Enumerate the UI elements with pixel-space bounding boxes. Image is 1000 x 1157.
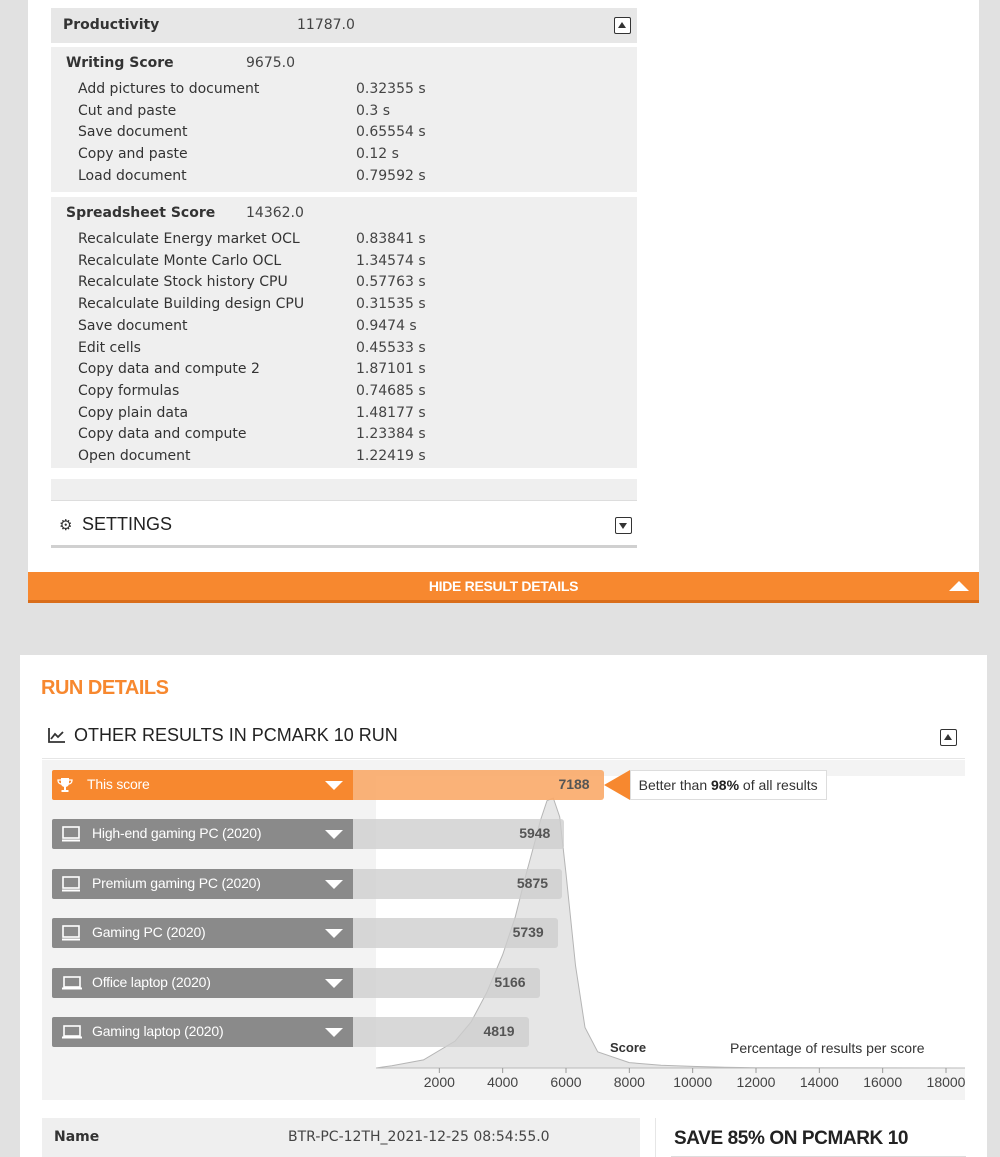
subtest-row (78, 103, 628, 123)
result-score-value: 4819 (483, 1023, 515, 1039)
subtest-row (78, 448, 628, 468)
writing-score-title: Writing Score (66, 55, 174, 71)
desktop-icon (61, 876, 81, 892)
other-results-title: OTHER RESULTS IN PCMARK 10 RUN (74, 725, 398, 745)
subtest-row (78, 274, 628, 294)
chevron-down-icon[interactable] (325, 781, 343, 790)
subtest-time: 0.65554 s (356, 124, 426, 141)
result-score-value: 5166 (494, 974, 526, 990)
subtest-label: Cut and paste (78, 102, 177, 119)
subtest-label: Copy formulas (78, 382, 180, 399)
spreadsheet-score-value: 14362.0 (246, 205, 304, 221)
collapse-other-results-icon[interactable] (940, 729, 957, 746)
result-score-bar (353, 819, 564, 849)
other-results-header[interactable] (42, 715, 965, 759)
result-score-value: 5739 (512, 924, 544, 940)
subtest-time: 0.57763 s (356, 274, 426, 291)
productivity-value: 11787.0 (297, 17, 355, 33)
result-selector[interactable] (52, 1017, 353, 1047)
result-details-card (28, 0, 979, 572)
y-axis-label: Percentage of results per score (730, 1040, 925, 1056)
subtest-row (78, 340, 628, 360)
x-tick-label: 2000 (423, 1074, 455, 1090)
spreadsheet-score-title: Spreadsheet Score (66, 205, 216, 221)
subtest-row (78, 231, 628, 251)
subtest-label: Load document (78, 167, 187, 184)
run-details-title: RUN DETAILS (41, 677, 169, 699)
subtest-time: 1.23384 s (356, 426, 426, 443)
x-tick-label: 6000 (550, 1074, 582, 1090)
chevron-down-icon[interactable] (325, 880, 343, 889)
expand-settings-icon[interactable] (615, 517, 632, 534)
subtest-label: Recalculate Energy market OCL (78, 231, 300, 247)
result-score-bar (353, 1017, 529, 1047)
result-name: This score (87, 776, 150, 792)
chevron-up-icon (949, 581, 969, 591)
name-value: BTR-PC-12TH_2021-12-25 08:54:55.0 (288, 1129, 550, 1145)
productivity-header[interactable] (51, 8, 637, 43)
subtest-row (78, 124, 628, 144)
run-details-card (20, 655, 987, 1157)
laptop-icon (61, 975, 81, 991)
better-than-text: Better than 98% of all results (630, 770, 827, 800)
trophy-icon (55, 777, 75, 793)
subtest-time: 0.79592 s (356, 167, 426, 184)
subtest-label: Recalculate Stock history CPU (78, 274, 288, 291)
x-tick-label: 16000 (863, 1074, 903, 1090)
subtest-time: 0.12 s (356, 146, 399, 163)
subtest-time: 0.3 s (356, 102, 391, 119)
subtest-time: 0.32355 s (356, 81, 426, 97)
results-chart-panel (42, 760, 965, 1100)
gear-icon: ⚙ (59, 516, 73, 534)
subtest-label: Add pictures to document (78, 81, 260, 97)
desktop-icon (61, 925, 81, 941)
subtest-time: 0.9474 s (356, 317, 417, 334)
subtest-label: Copy and paste (78, 146, 188, 163)
hide-result-details-button[interactable] (28, 572, 979, 603)
subtest-time: 1.48177 s (356, 404, 426, 421)
subtest-time: 0.74685 s (356, 382, 426, 399)
subtest-row (78, 383, 628, 403)
line-chart-icon (48, 727, 66, 743)
subtest-label: Copy data and compute 2 (78, 361, 260, 378)
desktop-icon (61, 826, 81, 842)
collapse-productivity-icon[interactable] (614, 17, 631, 34)
x-tick-label: 8000 (613, 1074, 645, 1090)
writing-score-block (51, 47, 637, 192)
result-selector[interactable] (52, 968, 353, 998)
chevron-down-icon[interactable] (325, 979, 343, 988)
subtest-time: 0.45533 s (356, 339, 426, 356)
subtest-row (78, 146, 628, 166)
subtest-time: 1.87101 s (356, 361, 426, 378)
subtest-time: 1.34574 s (356, 252, 426, 269)
x-axis-label: Score (610, 1040, 647, 1055)
result-selector[interactable] (52, 869, 353, 899)
result-score-value: 5875 (516, 875, 549, 891)
save-promo[interactable] (655, 1118, 965, 1157)
subtest-time: 0.83841 s (356, 231, 426, 247)
subtest-row (78, 168, 628, 188)
subtest-row (78, 405, 628, 425)
subtest-row (78, 426, 628, 446)
productivity-label: Productivity (63, 17, 160, 33)
result-score-bar (353, 918, 558, 948)
result-name: High-end gaming PC (2020) (92, 825, 262, 841)
result-score-value: 5948 (519, 825, 551, 841)
result-name: Gaming PC (2020) (92, 924, 206, 940)
result-score-value: 7188 (558, 776, 590, 792)
result-selector[interactable] (52, 819, 353, 849)
settings-section-header[interactable] (51, 500, 637, 548)
x-tick-label: 4000 (487, 1074, 519, 1090)
better-than-percent: 98% (711, 777, 740, 793)
laptop-icon (61, 1024, 81, 1040)
result-selector[interactable] (52, 770, 353, 800)
result-selector[interactable] (52, 918, 353, 948)
subtest-label: Open document (78, 448, 191, 464)
chevron-down-icon[interactable] (325, 830, 343, 839)
save-promo-label: SAVE 85% ON PCMARK 10 (674, 1128, 909, 1149)
result-score-bar (353, 770, 604, 800)
result-name: Gaming laptop (2020) (92, 1023, 224, 1039)
x-tick-label: 12000 (736, 1074, 776, 1090)
x-tick-label: 14000 (799, 1074, 839, 1090)
hide-result-details-label: HIDE RESULT DETAILS (428, 578, 579, 594)
result-name: Premium gaming PC (2020) (92, 875, 261, 891)
subtest-row (78, 361, 628, 381)
result-score-bar (353, 869, 562, 899)
subtest-row (78, 81, 628, 101)
chevron-down-icon[interactable] (325, 929, 343, 938)
subtest-label: Save document (78, 124, 188, 141)
x-tick-label: 18000 (926, 1074, 966, 1090)
subtest-row (78, 253, 628, 273)
subtest-row (78, 296, 628, 316)
subtest-label: Copy plain data (78, 404, 189, 421)
subtest-label: Edit cells (78, 339, 141, 356)
x-tick-label: 10000 (673, 1074, 713, 1090)
spreadsheet-score-block (51, 197, 637, 468)
subtest-time: 1.22419 s (356, 448, 426, 464)
blank-row (51, 479, 637, 500)
subtest-label: Save document (78, 317, 188, 334)
settings-label: SETTINGS (82, 514, 173, 534)
chevron-down-icon[interactable] (325, 1028, 343, 1037)
writing-score-value: 9675.0 (246, 55, 295, 71)
callout-arrow (604, 770, 630, 800)
result-score-bar (353, 968, 540, 998)
subtest-row (78, 318, 628, 338)
subtest-label: Copy data and compute (78, 426, 247, 443)
name-label: Name (54, 1129, 100, 1145)
subtest-label: Recalculate Monte Carlo OCL (78, 252, 282, 269)
result-name: Office laptop (2020) (92, 974, 211, 990)
subtest-time: 0.31535 s (356, 296, 426, 313)
run-name-row (42, 1118, 640, 1157)
subtest-label: Recalculate Building design CPU (78, 296, 305, 313)
